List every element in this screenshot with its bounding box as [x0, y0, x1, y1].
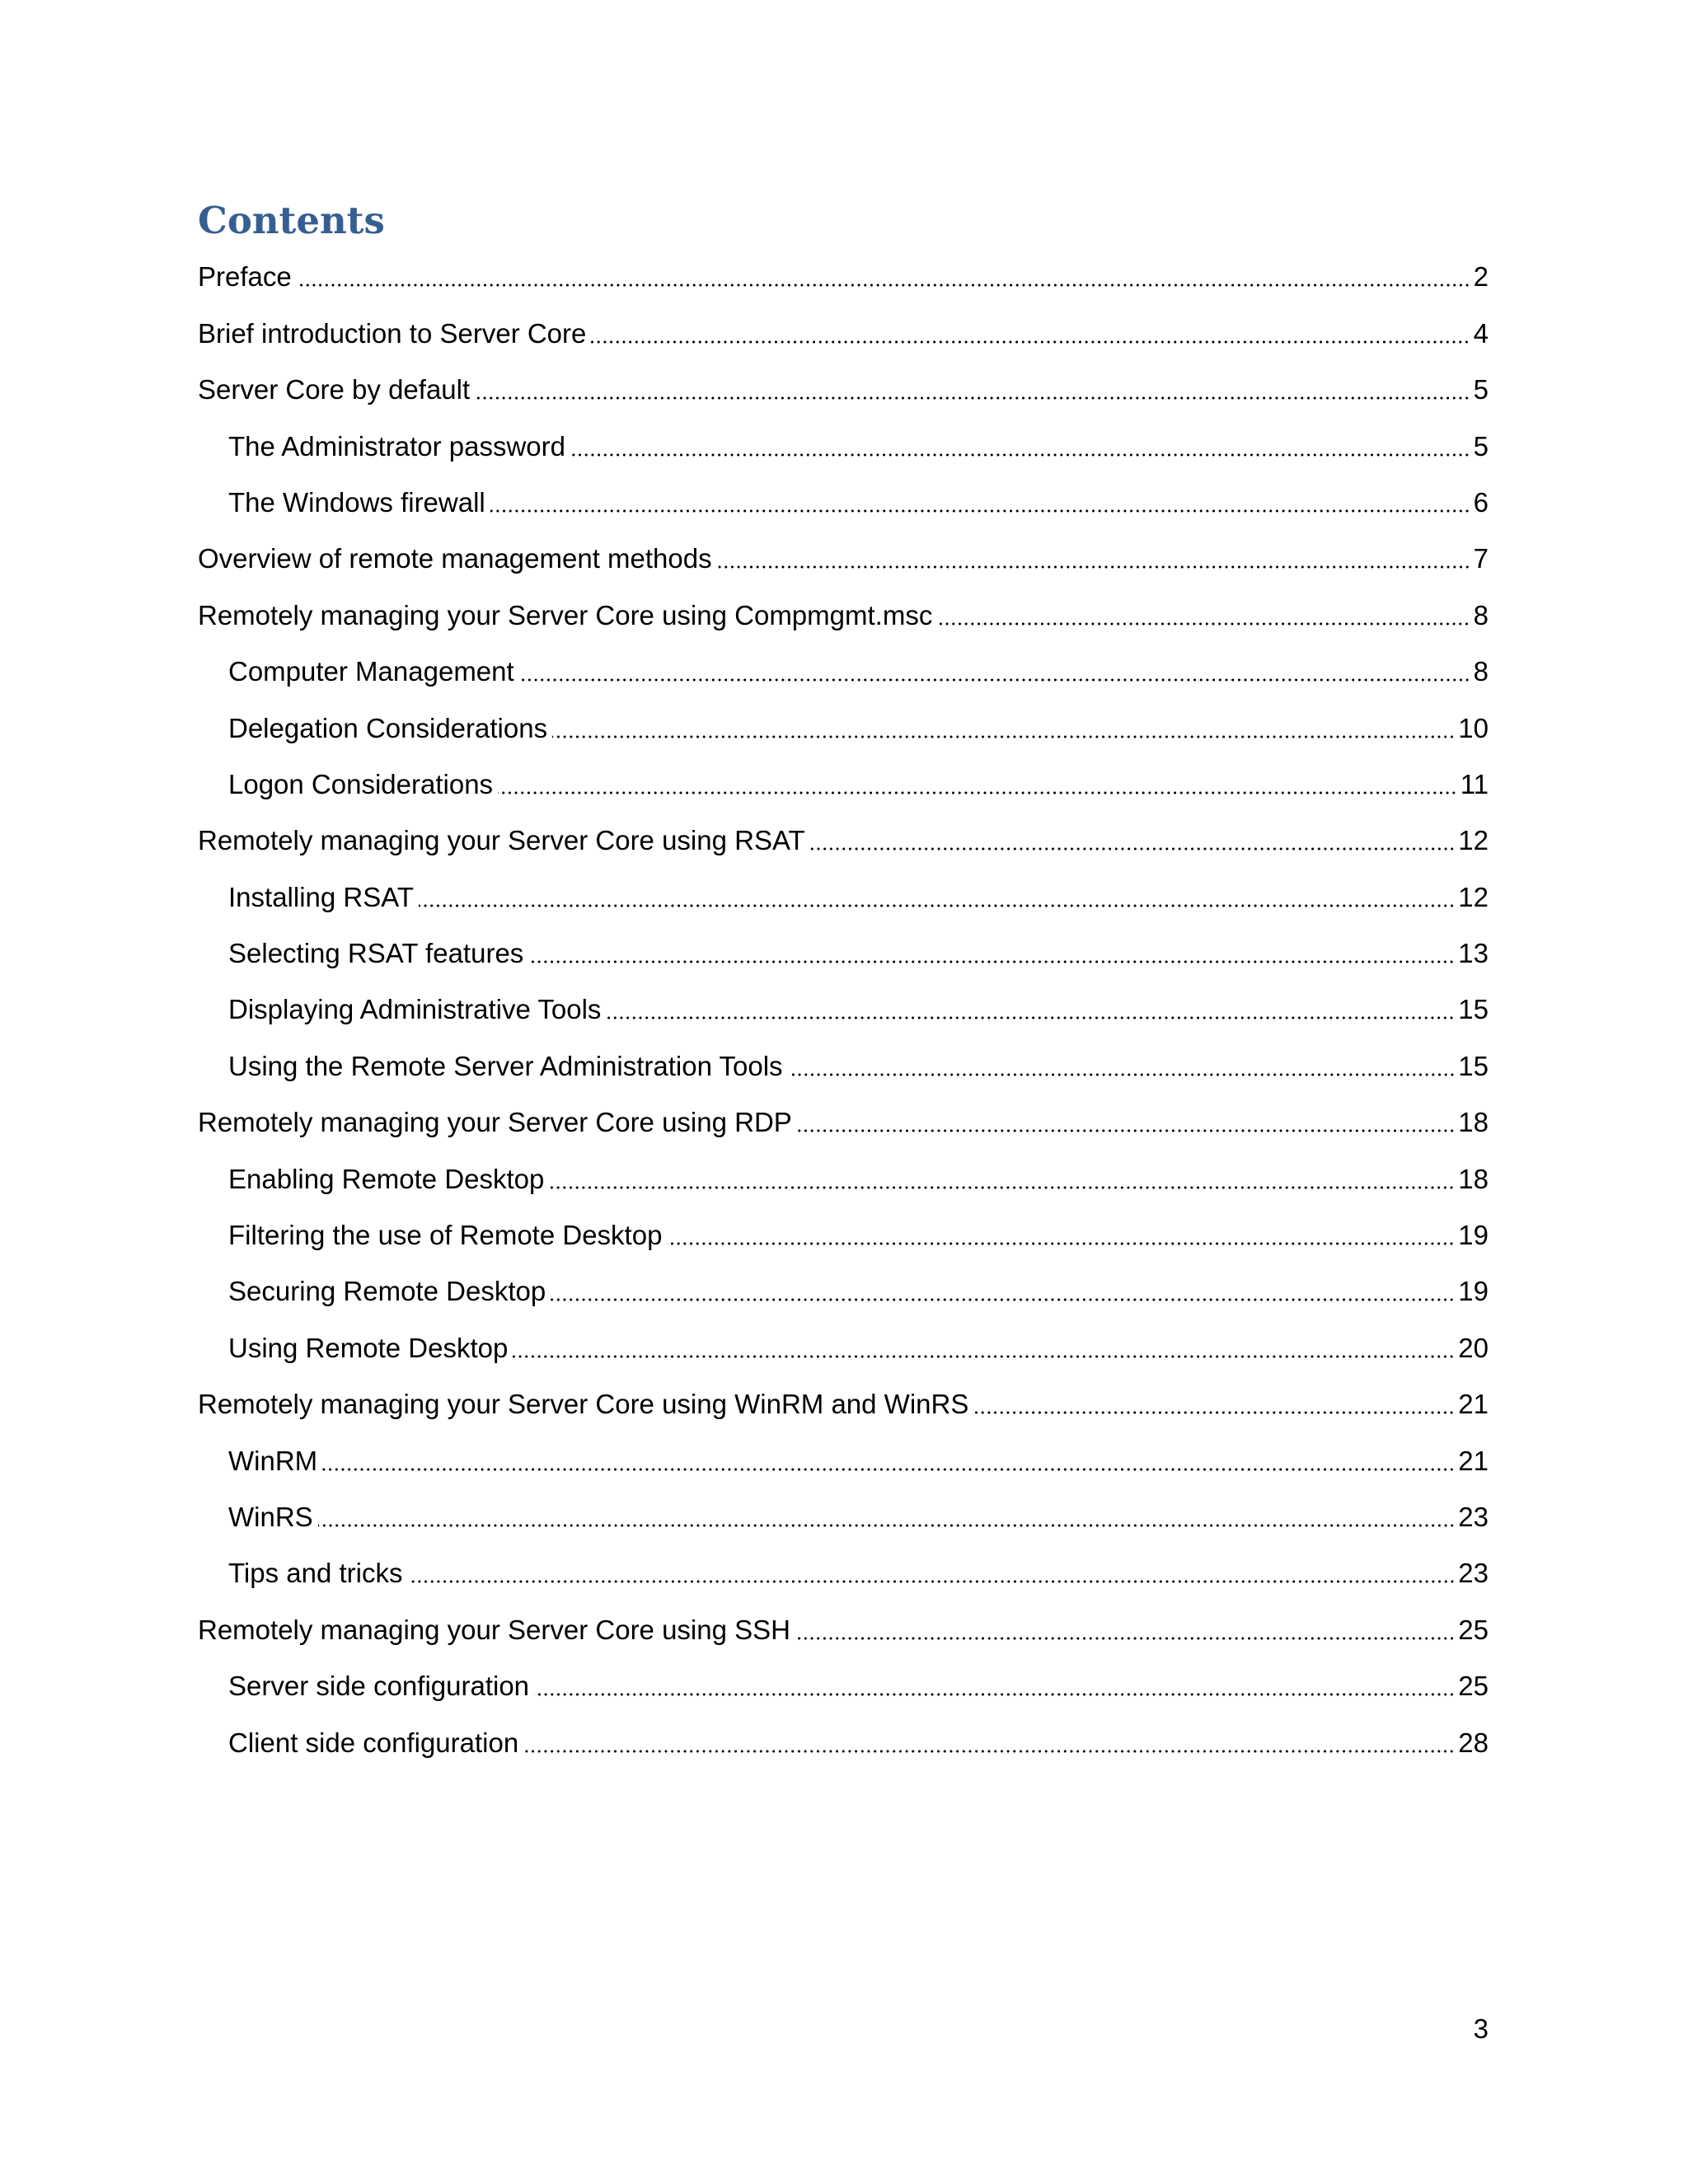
toc-entry-page-number: 4 — [1473, 317, 1489, 349]
toc-entry[interactable] — [198, 1375, 1489, 1431]
toc-entry-page-number: 28 — [1458, 1727, 1489, 1758]
toc-entry-page-number: 8 — [1473, 599, 1489, 630]
toc-dot-leader — [523, 1750, 1455, 1753]
toc-entry-title: Installing RSAT — [228, 881, 417, 914]
toc-entry-page-number: 2 — [1473, 261, 1489, 293]
toc-dot-leader — [318, 1524, 1456, 1527]
toc-list — [198, 247, 1489, 1769]
toc-entry[interactable] — [198, 1657, 1489, 1713]
toc-dot-leader — [408, 1580, 1456, 1583]
toc-entry-page-number: 20 — [1458, 1332, 1489, 1363]
toc-entry[interactable] — [198, 247, 1489, 303]
toc-entry[interactable] — [198, 1262, 1489, 1318]
toc-entry-page-number: 15 — [1458, 1050, 1489, 1081]
toc-entry[interactable] — [198, 303, 1489, 359]
toc-dot-leader — [475, 396, 1470, 400]
toc-entry-title: Computer Management — [228, 655, 518, 688]
toc-dot-leader — [797, 1129, 1455, 1132]
toc-entry[interactable] — [198, 1318, 1489, 1374]
toc-entry-title: Tips and tricks — [228, 1557, 406, 1590]
toc-entry-page-number: 18 — [1458, 1107, 1489, 1138]
toc-entry-title: Filtering the use of Remote Desktop — [228, 1219, 665, 1252]
toc-dot-leader — [788, 1073, 1456, 1076]
toc-entry[interactable] — [198, 867, 1489, 923]
toc-entry-title: Remotely managing your Server Core using RSAT — [198, 824, 809, 857]
toc-dot-leader — [973, 1411, 1455, 1414]
toc-entry-title: WinRS — [228, 1501, 316, 1534]
toc-entry-title: Enabling Remote Desktop — [228, 1163, 547, 1196]
toc-dot-leader — [528, 960, 1455, 963]
toc-entry-page-number: 6 — [1473, 486, 1489, 518]
toc-dot-leader — [795, 1637, 1455, 1640]
toc-entry-page-number: 19 — [1458, 1220, 1489, 1251]
toc-dot-leader — [667, 1242, 1455, 1245]
toc-entry-page-number: 12 — [1458, 881, 1489, 912]
toc-entry-title: Remotely managing your Server Core using RDP — [198, 1106, 795, 1139]
toc-dot-leader — [419, 904, 1455, 907]
toc-entry-title: Remotely managing your Server Core using SSH — [198, 1614, 794, 1647]
toc-entry-title: Remotely managing your Server Core using Compmgmt.msc — [198, 599, 935, 632]
toc-entry-page-number: 25 — [1458, 1614, 1489, 1645]
toc-entry-title: Preface — [198, 260, 295, 293]
toc-entry[interactable] — [198, 1544, 1489, 1600]
toc-entry-title: Displaying Administrative Tools — [228, 993, 604, 1026]
toc-dot-leader — [591, 340, 1470, 344]
toc-dot-leader — [810, 847, 1456, 851]
toc-dot-leader — [570, 453, 1470, 457]
toc-entry[interactable] — [198, 529, 1489, 585]
toc-entry[interactable] — [198, 585, 1489, 641]
toc-dot-leader — [322, 1468, 1455, 1471]
toc-dot-leader — [549, 1186, 1455, 1189]
toc-entry-page-number: 12 — [1458, 825, 1489, 856]
toc-entry[interactable] — [198, 1206, 1489, 1262]
toc-entry-page-number: 11 — [1460, 768, 1489, 799]
toc-dot-leader — [297, 284, 1470, 287]
toc-dot-leader — [717, 565, 1470, 569]
toc-entry[interactable] — [198, 360, 1489, 416]
toc-entry-page-number: 18 — [1458, 1163, 1489, 1194]
toc-entry-title: Delegation Considerations — [228, 712, 551, 745]
toc-dot-leader — [606, 1016, 1455, 1019]
toc-entry-page-number: 15 — [1458, 994, 1489, 1025]
toc-entry-page-number: 21 — [1458, 1389, 1489, 1420]
toc-entry-page-number: 19 — [1458, 1276, 1489, 1307]
toc-entry[interactable] — [198, 1431, 1489, 1487]
toc-entry-page-number: 8 — [1473, 656, 1489, 687]
toc-entry-title: Brief introduction to Server Core — [198, 317, 589, 350]
toc-entry-page-number: 5 — [1473, 430, 1489, 462]
toc-dot-leader — [490, 509, 1470, 513]
toc-dot-leader — [552, 735, 1455, 738]
toc-dot-leader — [534, 1693, 1455, 1696]
toc-entry-title: WinRM — [228, 1445, 321, 1478]
toc-entry-page-number: 10 — [1458, 712, 1489, 743]
toc-entry-page-number: 5 — [1473, 374, 1489, 405]
toc-entry-title: Selecting RSAT features — [228, 937, 527, 970]
toc-dot-leader — [551, 1298, 1455, 1301]
toc-entry[interactable] — [198, 1600, 1489, 1656]
toc-entry[interactable] — [198, 1093, 1489, 1149]
toc-entry-title: Logon Considerations — [228, 768, 496, 801]
toc-entry[interactable] — [198, 642, 1489, 698]
toc-entry[interactable] — [198, 698, 1489, 754]
toc-dot-leader — [519, 678, 1470, 682]
toc-entry[interactable] — [198, 1488, 1489, 1544]
toc-entry[interactable] — [198, 473, 1489, 529]
toc-entry-title: Client side configuration — [228, 1727, 522, 1760]
toc-entry-page-number: 25 — [1458, 1671, 1489, 1702]
toc-entry-title: The Administrator password — [228, 430, 569, 463]
toc-entry-page-number: 7 — [1473, 543, 1489, 574]
toc-entry-page-number: 23 — [1458, 1558, 1489, 1589]
toc-entry[interactable] — [198, 924, 1489, 980]
toc-entry[interactable] — [198, 1036, 1489, 1092]
toc-entry[interactable] — [198, 980, 1489, 1036]
toc-entry-title: Securing Remote Desktop — [228, 1275, 549, 1308]
toc-dot-leader — [937, 622, 1470, 626]
toc-entry[interactable] — [198, 416, 1489, 472]
toc-dot-leader — [513, 1355, 1455, 1358]
toc-entry-page-number: 13 — [1458, 938, 1489, 969]
toc-entry[interactable] — [198, 811, 1489, 867]
toc-entry[interactable] — [198, 755, 1489, 811]
toc-entry[interactable] — [198, 1149, 1489, 1205]
toc-entry-title: Overview of remote management methods — [198, 542, 715, 575]
toc-entry-title: The Windows firewall — [228, 486, 489, 519]
page-number: 3 — [1473, 2013, 1489, 2044]
toc-entry-title: Using the Remote Server Administration Tools — [228, 1050, 786, 1083]
toc-entry-title: Using Remote Desktop — [228, 1332, 511, 1365]
toc-heading: Contents — [198, 199, 385, 242]
toc-entry-title: Server Core by default — [198, 373, 473, 406]
toc-entry-page-number: 21 — [1458, 1445, 1489, 1476]
toc-entry-title: Server side configuration — [228, 1670, 532, 1703]
toc-entry-title: Remotely managing your Server Core using WinRM and WinRS — [198, 1388, 972, 1421]
toc-entry[interactable] — [198, 1713, 1489, 1769]
toc-entry-page-number: 23 — [1458, 1501, 1489, 1532]
toc-dot-leader — [498, 791, 1457, 794]
